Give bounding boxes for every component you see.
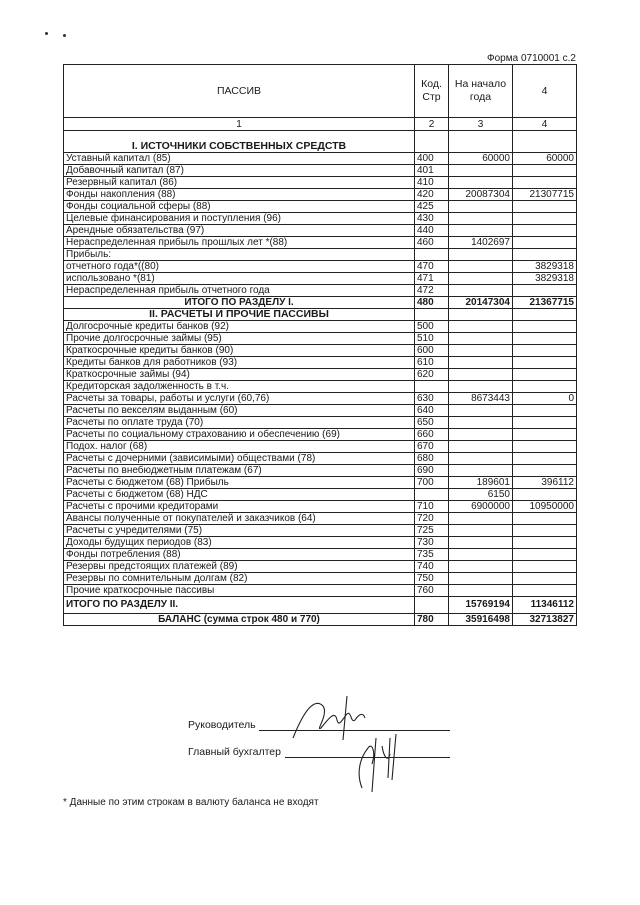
row-begin-value: [449, 357, 513, 369]
row-end-value: [513, 345, 577, 357]
scan-speck: [45, 32, 48, 35]
row-begin-value: 20087304: [449, 189, 513, 201]
row-begin-value: [449, 369, 513, 381]
row-code: 510: [415, 333, 449, 345]
section1-total-row: [64, 297, 577, 309]
row-begin-value: 15769194: [449, 597, 513, 614]
row-begin-value: [449, 573, 513, 585]
table-row: [64, 513, 577, 525]
table-row: [64, 165, 577, 177]
row-code: 670: [415, 441, 449, 453]
row-code: 460: [415, 237, 449, 249]
row-end-value: [513, 369, 577, 381]
row-begin-value: [449, 465, 513, 477]
table-row: [64, 321, 577, 333]
table-row: [64, 501, 577, 513]
row-name: Доходы будущих периодов (83): [64, 537, 415, 549]
row-name: Арендные обязательства (97): [64, 225, 415, 237]
balance-sheet-table: [63, 64, 577, 626]
row-name: Краткосрочные кредиты банков (90): [64, 345, 415, 357]
table-row: [64, 585, 577, 597]
header-code-line1: Код.: [421, 78, 442, 90]
row-end-value: [513, 573, 577, 585]
row-name: Кредиторская задолженность в т.ч.: [64, 381, 415, 393]
row-name: Резервы предстоящих платежей (89): [64, 561, 415, 573]
header-begin-year: [449, 65, 513, 118]
row-code: 710: [415, 501, 449, 513]
row-begin-value: 35916498: [449, 614, 513, 626]
row-begin-value: 8673443: [449, 393, 513, 405]
row-code: 470: [415, 261, 449, 273]
row-end-value: 32713827: [513, 614, 577, 626]
row-name: Нераспределенная прибыль отчетного года: [64, 285, 415, 297]
row-begin-value: [449, 321, 513, 333]
row-code: 420: [415, 189, 449, 201]
table-row: [64, 261, 577, 273]
row-begin-value: [449, 537, 513, 549]
row-end-value: 3829318: [513, 273, 577, 285]
row-name: Кредиты банков для работников (93): [64, 357, 415, 369]
row-begin-value: [449, 273, 513, 285]
table-row: [64, 357, 577, 369]
table-row: [64, 477, 577, 489]
column-number-row: [64, 118, 577, 131]
row-end-value: [513, 285, 577, 297]
column-number: 1: [64, 118, 415, 131]
row-end-value: [513, 405, 577, 417]
row-begin-value: [449, 405, 513, 417]
row-begin-value: 189601: [449, 477, 513, 489]
row-begin-value: [449, 213, 513, 225]
row-begin-value: [449, 225, 513, 237]
table-row: [64, 177, 577, 189]
row-begin-value: [449, 165, 513, 177]
table-row: [64, 249, 577, 261]
row-end-value: [513, 465, 577, 477]
footnote: * Данные по этим строкам в валюту баланса не входят: [63, 797, 319, 808]
row-code: 630: [415, 393, 449, 405]
row-code: 725: [415, 525, 449, 537]
row-end-value: 11346112: [513, 597, 577, 614]
table-row: [64, 453, 577, 465]
row-name: Расчеты за товары, работы и услуги (60,76): [64, 393, 415, 405]
row-begin-value: [449, 201, 513, 213]
section1-title: I. ИСТОЧНИКИ СОБСТВЕННЫХ СРЕДСТВ: [64, 131, 415, 153]
table-row: [64, 153, 577, 165]
row-begin-value: [449, 177, 513, 189]
row-end-value: 3829318: [513, 261, 577, 273]
row-name: Фонды социальной сферы (88): [64, 201, 415, 213]
table-row: [64, 573, 577, 585]
row-end-value: [513, 441, 577, 453]
row-name: Резервный капитал (86): [64, 177, 415, 189]
table-row: [64, 537, 577, 549]
table-row: [64, 429, 577, 441]
row-name: Долгосрочные кредиты банков (92): [64, 321, 415, 333]
row-code: 700: [415, 477, 449, 489]
row-name: БАЛАНС (сумма строк 480 и 770): [64, 614, 415, 626]
row-end-value: [513, 381, 577, 393]
row-begin-value: [449, 381, 513, 393]
row-code: 730: [415, 537, 449, 549]
table-row: [64, 225, 577, 237]
row-begin-value: [449, 513, 513, 525]
row-begin-value: [449, 525, 513, 537]
table-header-row: [64, 65, 577, 118]
scan-speck: [63, 34, 66, 37]
row-begin-value: 1402697: [449, 237, 513, 249]
table-row: [64, 381, 577, 393]
row-code: 780: [415, 614, 449, 626]
row-end-value: [513, 561, 577, 573]
row-begin-value: [449, 429, 513, 441]
table-row: [64, 405, 577, 417]
row-code: 750: [415, 573, 449, 585]
column-number: 3: [449, 118, 513, 131]
table-row: [64, 273, 577, 285]
row-end-value: [513, 225, 577, 237]
header-begin-line1: На начало: [454, 78, 507, 90]
row-end-value: [513, 321, 577, 333]
row-end-value: [513, 537, 577, 549]
row-code: 430: [415, 213, 449, 225]
row-code: 401: [415, 165, 449, 177]
row-name: Нераспределенная прибыль прошлых лет *(88): [64, 237, 415, 249]
row-code: [415, 489, 449, 501]
row-end-value: [513, 333, 577, 345]
accountant-signature-label: Главный бухгалтер: [188, 746, 281, 758]
table-row: [64, 201, 577, 213]
row-name: Авансы полученные от покупателей и заказчиков (64): [64, 513, 415, 525]
header-liabilities: ПАССИВ: [64, 65, 415, 118]
table-row: [64, 393, 577, 405]
row-name: Расчеты по векселям выданным (60): [64, 405, 415, 417]
row-code: [415, 381, 449, 393]
accountant-signature-scribble: [332, 718, 412, 798]
row-code: 620: [415, 369, 449, 381]
table-row: [64, 213, 577, 225]
row-code: 650: [415, 417, 449, 429]
table-row: [64, 285, 577, 297]
row-code: 425: [415, 201, 449, 213]
row-end-value: 21367715: [513, 297, 577, 309]
row-name: Прибыль:: [64, 249, 415, 261]
section2-title-row: [64, 309, 577, 321]
header-code: [415, 65, 449, 118]
section2-title: II. РАСЧЕТЫ И ПРОЧИЕ ПАССИВЫ: [64, 309, 415, 321]
row-name: Расчеты по внебюджетным платежам (67): [64, 465, 415, 477]
row-end-value: [513, 165, 577, 177]
row-begin-value: 60000: [449, 153, 513, 165]
row-code: 740: [415, 561, 449, 573]
row-code: 690: [415, 465, 449, 477]
row-code: 410: [415, 177, 449, 189]
row-begin-value: [449, 585, 513, 597]
row-code: 600: [415, 345, 449, 357]
row-end-value: [513, 357, 577, 369]
header-end-year: 4: [513, 65, 577, 118]
row-name: Добавочный капитал (87): [64, 165, 415, 177]
header-begin-line2: года: [469, 91, 492, 103]
row-end-value: [513, 525, 577, 537]
row-begin-value: [449, 285, 513, 297]
row-name: Целевые финансирования и поступления (96): [64, 213, 415, 225]
row-begin-value: [449, 345, 513, 357]
row-code: 610: [415, 357, 449, 369]
row-name: ИТОГО ПО РАЗДЕЛУ I.: [64, 297, 415, 309]
head-signature-label: Руководитель: [188, 719, 256, 731]
table-row: [64, 345, 577, 357]
row-begin-value: [449, 249, 513, 261]
row-name: Расчеты с бюджетом (68) Прибыль: [64, 477, 415, 489]
row-end-value: 21307715: [513, 189, 577, 201]
row-end-value: [513, 417, 577, 429]
table-row: [64, 525, 577, 537]
table-row: [64, 561, 577, 573]
row-name: Расчеты с дочерними (зависимыми) обществами (78): [64, 453, 415, 465]
row-code: 500: [415, 321, 449, 333]
table-row: [64, 441, 577, 453]
row-begin-value: [449, 417, 513, 429]
row-end-value: 60000: [513, 153, 577, 165]
row-code: 735: [415, 549, 449, 561]
header-code-line2: Стр: [422, 91, 441, 103]
row-code: 640: [415, 405, 449, 417]
row-name: Расчеты с бюджетом (68) НДС: [64, 489, 415, 501]
row-end-value: 10950000: [513, 501, 577, 513]
row-end-value: [513, 237, 577, 249]
row-end-value: [513, 177, 577, 189]
row-name: использовано *(81): [64, 273, 415, 285]
row-code: 472: [415, 285, 449, 297]
row-name: Расчеты с прочими кредиторами: [64, 501, 415, 513]
row-name: Резервы по сомнительным долгам (82): [64, 573, 415, 585]
row-code: 471: [415, 273, 449, 285]
row-name: Расчеты с учредителями (75): [64, 525, 415, 537]
row-end-value: [513, 429, 577, 441]
row-code: [415, 249, 449, 261]
table-row: [64, 333, 577, 345]
row-begin-value: [449, 549, 513, 561]
row-name: Фонды потребления (88): [64, 549, 415, 561]
row-begin-value: [449, 561, 513, 573]
row-begin-value: [449, 261, 513, 273]
row-code: 660: [415, 429, 449, 441]
row-name: Расчеты по социальному страхованию и обеспечению (69): [64, 429, 415, 441]
table-row: [64, 237, 577, 249]
row-code: 680: [415, 453, 449, 465]
row-name: отчетного года*((80): [64, 261, 415, 273]
column-number: 2: [415, 118, 449, 131]
row-end-value: [513, 513, 577, 525]
table-row: [64, 549, 577, 561]
row-code: 440: [415, 225, 449, 237]
table-row: [64, 489, 577, 501]
row-code: 480: [415, 297, 449, 309]
row-name: ИТОГО ПО РАЗДЕЛУ II.: [64, 597, 415, 614]
row-begin-value: 6150: [449, 489, 513, 501]
balance-total-row: [64, 614, 577, 626]
row-begin-value: [449, 333, 513, 345]
row-begin-value: 6900000: [449, 501, 513, 513]
row-begin-value: [449, 453, 513, 465]
column-number: 4: [513, 118, 577, 131]
row-name: Краткосрочные займы (94): [64, 369, 415, 381]
row-end-value: 396112: [513, 477, 577, 489]
row-name: Фонды накопления (88): [64, 189, 415, 201]
row-code: 720: [415, 513, 449, 525]
row-name: Уставный капитал (85): [64, 153, 415, 165]
row-end-value: [513, 585, 577, 597]
table-row: [64, 465, 577, 477]
row-end-value: [513, 213, 577, 225]
row-name: Прочие долгосрочные займы (95): [64, 333, 415, 345]
form-code: Форма 0710001 с.2: [487, 53, 576, 64]
row-begin-value: [449, 441, 513, 453]
table-row: [64, 369, 577, 381]
row-end-value: [513, 549, 577, 561]
row-name: Подох. налог (68): [64, 441, 415, 453]
row-end-value: [513, 249, 577, 261]
row-begin-value: 20147304: [449, 297, 513, 309]
table-row: [64, 189, 577, 201]
row-code: 760: [415, 585, 449, 597]
row-end-value: [513, 201, 577, 213]
row-end-value: [513, 489, 577, 501]
table-row: [64, 417, 577, 429]
section2-total-row: [64, 597, 577, 614]
row-code: 400: [415, 153, 449, 165]
section1-title-row: [64, 131, 577, 153]
row-code: [415, 597, 449, 614]
row-name: Прочие краткосрочные пассивы: [64, 585, 415, 597]
row-name: Расчеты по оплате труда (70): [64, 417, 415, 429]
row-end-value: 0: [513, 393, 577, 405]
row-end-value: [513, 453, 577, 465]
